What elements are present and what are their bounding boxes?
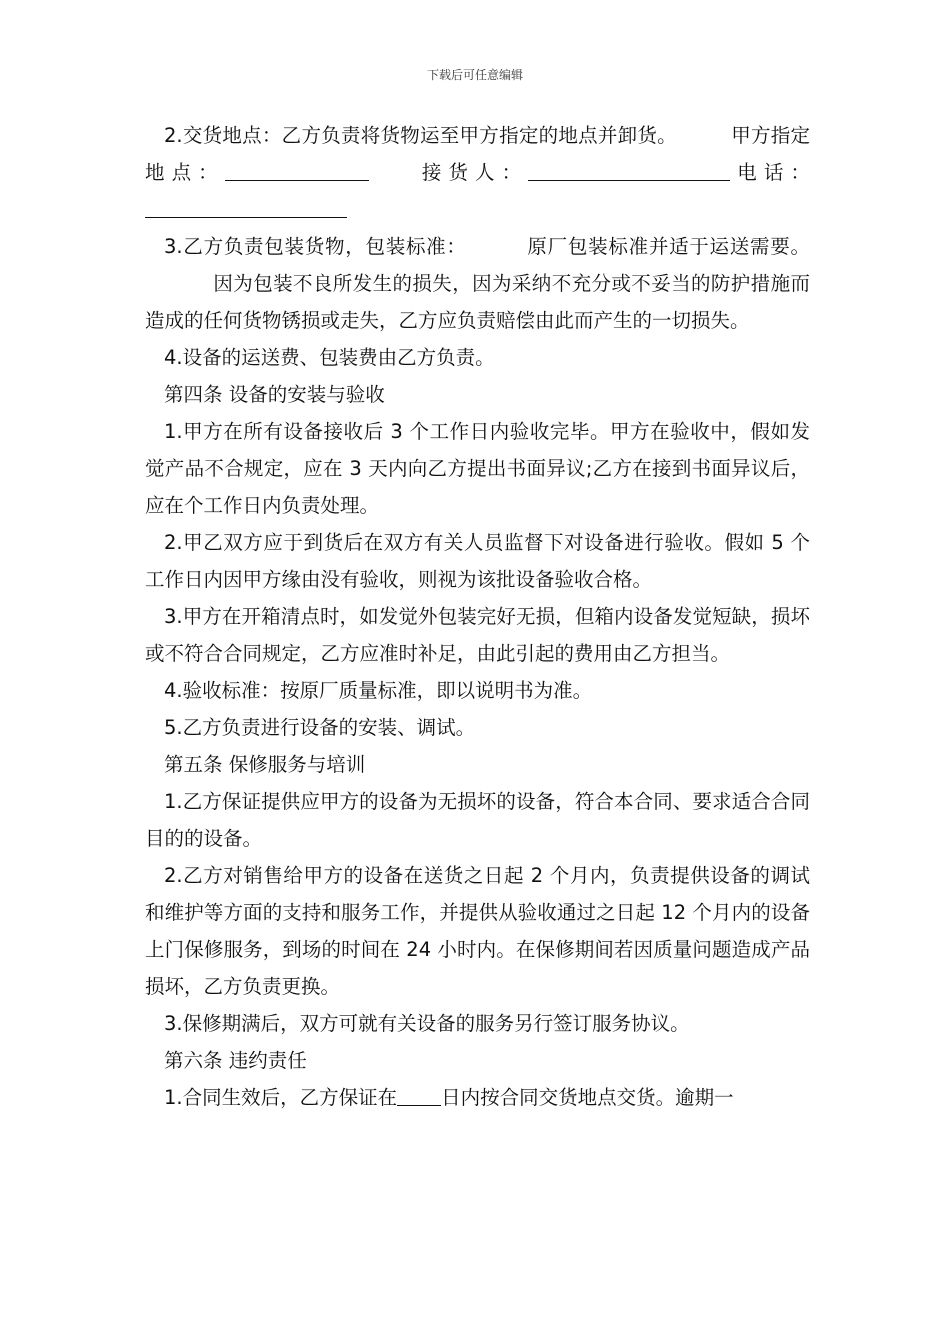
receiver-blank[interactable] bbox=[528, 156, 730, 181]
shipping-fee-paragraph: 4.设备的运送费、包装费由乙方负责。 bbox=[164, 346, 495, 369]
clause5-item-1: 1.乙方保证提供应甲方的设备为无损坏的设备，符合本合同、要求适合合同目的的设备。 bbox=[145, 790, 810, 850]
phone-blank[interactable] bbox=[145, 193, 347, 218]
clause5-item-3: 3.保修期满后，双方可就有关设备的服务另行签订服务协议。 bbox=[164, 1012, 690, 1035]
delivery-deadline-text: 1.合同生效后，乙方保证在 bbox=[164, 1086, 398, 1109]
clause5-item-2: 2.乙方对销售给甲方的设备在送货之日起 2 个月内，负责提供设备的调试和维护等方面的支持和服务工作，并提供从验收通过之日起 12 个月内的设备上门保修服务，到场的时间在 24 小时内。在保修期间若因质量问题造成产品损坏，乙方负责更换。 bbox=[145, 864, 810, 998]
document-body bbox=[145, 117, 810, 1116]
clause6-item-1 bbox=[145, 1079, 810, 1116]
packing-paragraph bbox=[145, 228, 810, 339]
delivery-location-paragraph bbox=[145, 117, 810, 228]
packing-liability-text: 因为包装不良所发生的损失，因为采纳不充分或不妥当的防护措施而造成的任何货物锈损或走失，乙方应负责赔偿由此而产生的一切损失。 bbox=[145, 272, 810, 332]
clause6-title: 第六条 违约责任 bbox=[164, 1049, 307, 1072]
designated-location-blank[interactable] bbox=[225, 156, 369, 181]
clause4-item-1: 1.甲方在所有设备接收后 3 个工作日内验收完毕。甲方在验收中，假如发觉产品不合规定，应在 3 天内向乙方提出书面异议;乙方在接到书面异议后，应在个工作日内负责处理。 bbox=[145, 420, 810, 517]
page-header: 下载后可任意编辑 bbox=[426, 68, 523, 82]
phone-label: 电话 bbox=[730, 161, 791, 184]
delivery-deadline-text-cont: 日内按合同交货地点交货。逾期一 bbox=[441, 1086, 734, 1109]
clause4-item-5: 5.乙方负责进行设备的安装、调试。 bbox=[164, 716, 476, 739]
clause4-item-2: 2.甲乙双方应于到货后在双方有关人员监督下对设备进行验收。假如 5 个工作日内因甲方缘由没有验收，则视为该批设备验收合格。 bbox=[145, 531, 810, 591]
clause5-title: 第五条 保修服务与培训 bbox=[164, 753, 366, 776]
receiver-label: 接货人： bbox=[414, 161, 529, 184]
packing-standard-label: 3.乙方负责包装货物，包装标准： bbox=[164, 235, 467, 258]
clause4-item-4: 4.验收标准：按原厂质量标准，即以说明书为准。 bbox=[164, 679, 593, 702]
phone-colon: ： bbox=[790, 161, 810, 184]
delivery-location-text: 2.交货地点：乙方负责将货物运至甲方指定的地点并卸货。 bbox=[164, 124, 677, 147]
designated-location-label: 甲方指定地点： bbox=[145, 124, 810, 184]
clause4-item-3: 3.甲方在开箱清点时，如发觉外包装完好无损，但箱内设备发觉短缺，损坏或不符合合同规定，乙方应准时补足，由此引起的费用由乙方担当。 bbox=[145, 605, 810, 665]
clause4-title: 第四条 设备的安装与验收 bbox=[164, 383, 385, 406]
delivery-days-blank[interactable] bbox=[397, 1081, 441, 1106]
packing-standard-value: 原厂包装标准并适于运送需要。 bbox=[526, 235, 810, 258]
